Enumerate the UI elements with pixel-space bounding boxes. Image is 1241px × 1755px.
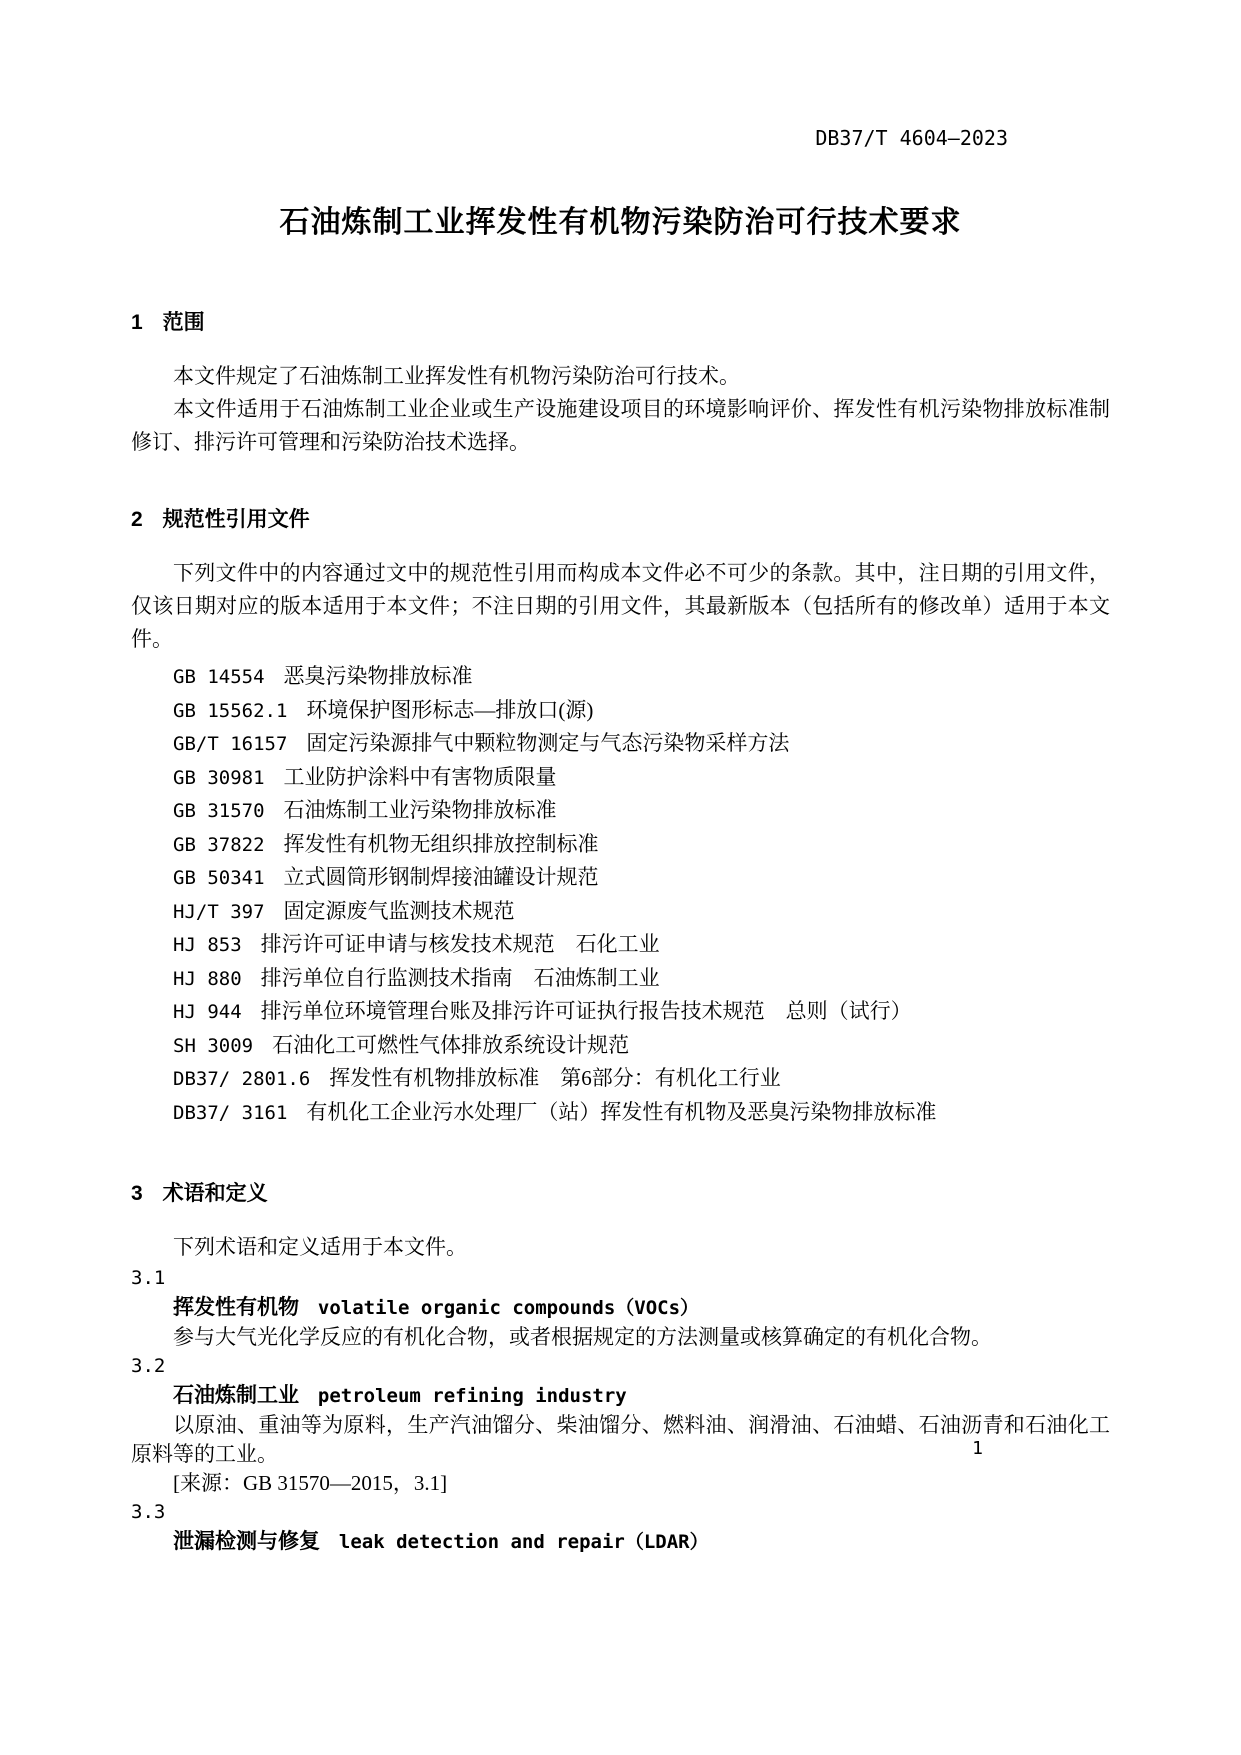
reference-code: GB 30981: [173, 766, 265, 789]
term-name-en: volatile organic compounds（VOCs）: [317, 1297, 700, 1319]
term-line: [131, 1293, 1110, 1323]
term-name-en: leak detection and repair（LDAR）: [338, 1531, 709, 1553]
term-id: 3.3: [131, 1501, 166, 1523]
reference-title: 立式圆筒形钢制焊接油罐设计规范: [283, 865, 599, 889]
reference-title: 挥发性有机物排放标准 第6部分：有机化工行业: [329, 1066, 781, 1090]
reference-code: GB 31570: [173, 800, 265, 822]
reference-title: 石油炼制工业污染物排放标准: [283, 798, 557, 822]
doc-title: 石油炼制工业挥发性有机物污染防治可行技术要求: [279, 206, 962, 239]
reference-item: [173, 794, 1110, 828]
term-definition: 参与大气光化学反应的有机化合物，或者根据规定的方法测量或核算确定的有机化合物。: [173, 1325, 992, 1349]
reference-item: [173, 995, 1110, 1029]
section-1-heading: [131, 308, 1110, 337]
scope-paragraph-2: 本文件适用于石油炼制工业企业或生产设施建设项目的环境影响评价、挥发性有机污染物排放标准制修订、排污许可管理和污染防治技术选择。: [131, 397, 1110, 454]
references-intro: 下列文件中的内容通过文中的规范性引用而构成本文件必不可少的条款。其中，注日期的引用文件，仅该日期对应的版本适用于本文件；不注日期的引用文件，其最新版本（包括所有的修改单）适用于本文件。: [131, 561, 1110, 651]
reference-code: GB/T 16157: [173, 733, 288, 755]
reference-code: SH 3009: [173, 1034, 254, 1057]
reference-code: HJ/T 397: [173, 900, 265, 923]
reference-title: 排污单位环境管理台账及排污许可证执行报告技术规范 总则（试行）: [260, 999, 912, 1023]
term-id: 3.2: [131, 1355, 166, 1377]
reference-item: [173, 694, 1110, 728]
page-number: 1: [972, 1438, 983, 1459]
reference-title: 工业防护涂料中有害物质限量: [283, 764, 557, 789]
reference-item: [173, 761, 1110, 795]
reference-item: [173, 727, 1110, 761]
term-name-en: petroleum refining industry: [317, 1385, 627, 1407]
section-1-number: 1: [131, 311, 143, 334]
reference-title: 挥发性有机物无组织排放控制标准: [283, 831, 599, 856]
term-line: [131, 1381, 1110, 1411]
term-block: [131, 1264, 1110, 1352]
section-1-label: 范围: [162, 311, 205, 334]
reference-code: HJ 944: [173, 1001, 242, 1023]
terms-intro: 下列术语和定义适用于本文件。: [173, 1235, 467, 1259]
scope-paragraph-1: 本文件规定了石油炼制工业挥发性有机物污染防治可行技术。: [173, 364, 740, 388]
reference-item: [173, 660, 1110, 694]
term-name-zh: 挥发性有机物: [173, 1296, 299, 1319]
reference-title: 排污单位自行监测技术指南 石油炼制工业: [260, 965, 660, 990]
reference-title: 恶臭污染物排放标准: [283, 664, 473, 688]
reference-code: HJ 853: [173, 934, 242, 956]
reference-item: [173, 1062, 1110, 1096]
reference-item: [173, 1029, 1110, 1063]
reference-title: 固定源废气监测技术规范: [283, 898, 515, 923]
reference-list: [131, 660, 1110, 1129]
reference-item: [173, 962, 1110, 996]
term-source: [来源：GB 31570—2015，3.1]: [173, 1471, 448, 1495]
reference-code: DB37/ 3161: [173, 1101, 288, 1124]
reference-title: 有机化工企业污水处理厂（站）挥发性有机物及恶臭污染物排放标准: [306, 1099, 937, 1124]
reference-item: [173, 895, 1110, 929]
reference-code: GB 50341: [173, 867, 265, 889]
term-block: [131, 1352, 1110, 1498]
reference-code: GB 37822: [173, 833, 265, 856]
reference-item: [173, 1096, 1110, 1130]
term-id: 3.1: [131, 1267, 166, 1289]
reference-item: [173, 861, 1110, 895]
term-name-zh: 泄漏检测与修复: [173, 1530, 320, 1553]
reference-item: [173, 928, 1110, 962]
reference-code: HJ 880: [173, 967, 242, 990]
section-normative-references: [131, 505, 1110, 1129]
reference-code: DB37/ 2801.6: [173, 1068, 311, 1090]
reference-code: GB 15562.1: [173, 699, 288, 722]
reference-title: 环境保护图形标志—排放口(源): [306, 697, 594, 722]
term-block: [131, 1498, 1110, 1557]
reference-title: 固定污染源排气中颗粒物测定与气态污染物采样方法: [306, 731, 790, 755]
doc-number: DB37/T 4604—2023: [815, 126, 1008, 150]
reference-item: [173, 828, 1110, 862]
term-line: [131, 1527, 1110, 1557]
reference-title: 石油化工可燃性气体排放系统设计规范: [272, 1032, 630, 1057]
reference-title: 排污许可证申请与核发技术规范 石化工业: [260, 932, 660, 956]
section-3-heading: [131, 1179, 1110, 1208]
section-2-label: 规范性引用文件: [162, 508, 310, 531]
term-name-zh: 石油炼制工业: [173, 1384, 299, 1407]
section-terms-definitions: [131, 1179, 1110, 1557]
section-3-label: 术语和定义: [162, 1182, 268, 1205]
section-scope: [131, 308, 1110, 459]
term-definition: 以原油、重油等为原料，生产汽油馏分、柴油馏分、燃料油、润滑油、石油蜡、石油沥青和石油化工原料等的工业。: [131, 1413, 1110, 1466]
section-2-heading: [131, 505, 1110, 534]
reference-code: GB 14554: [173, 666, 265, 688]
term-list: [131, 1264, 1110, 1557]
section-2-number: 2: [131, 508, 143, 531]
section-3-number: 3: [131, 1182, 143, 1205]
